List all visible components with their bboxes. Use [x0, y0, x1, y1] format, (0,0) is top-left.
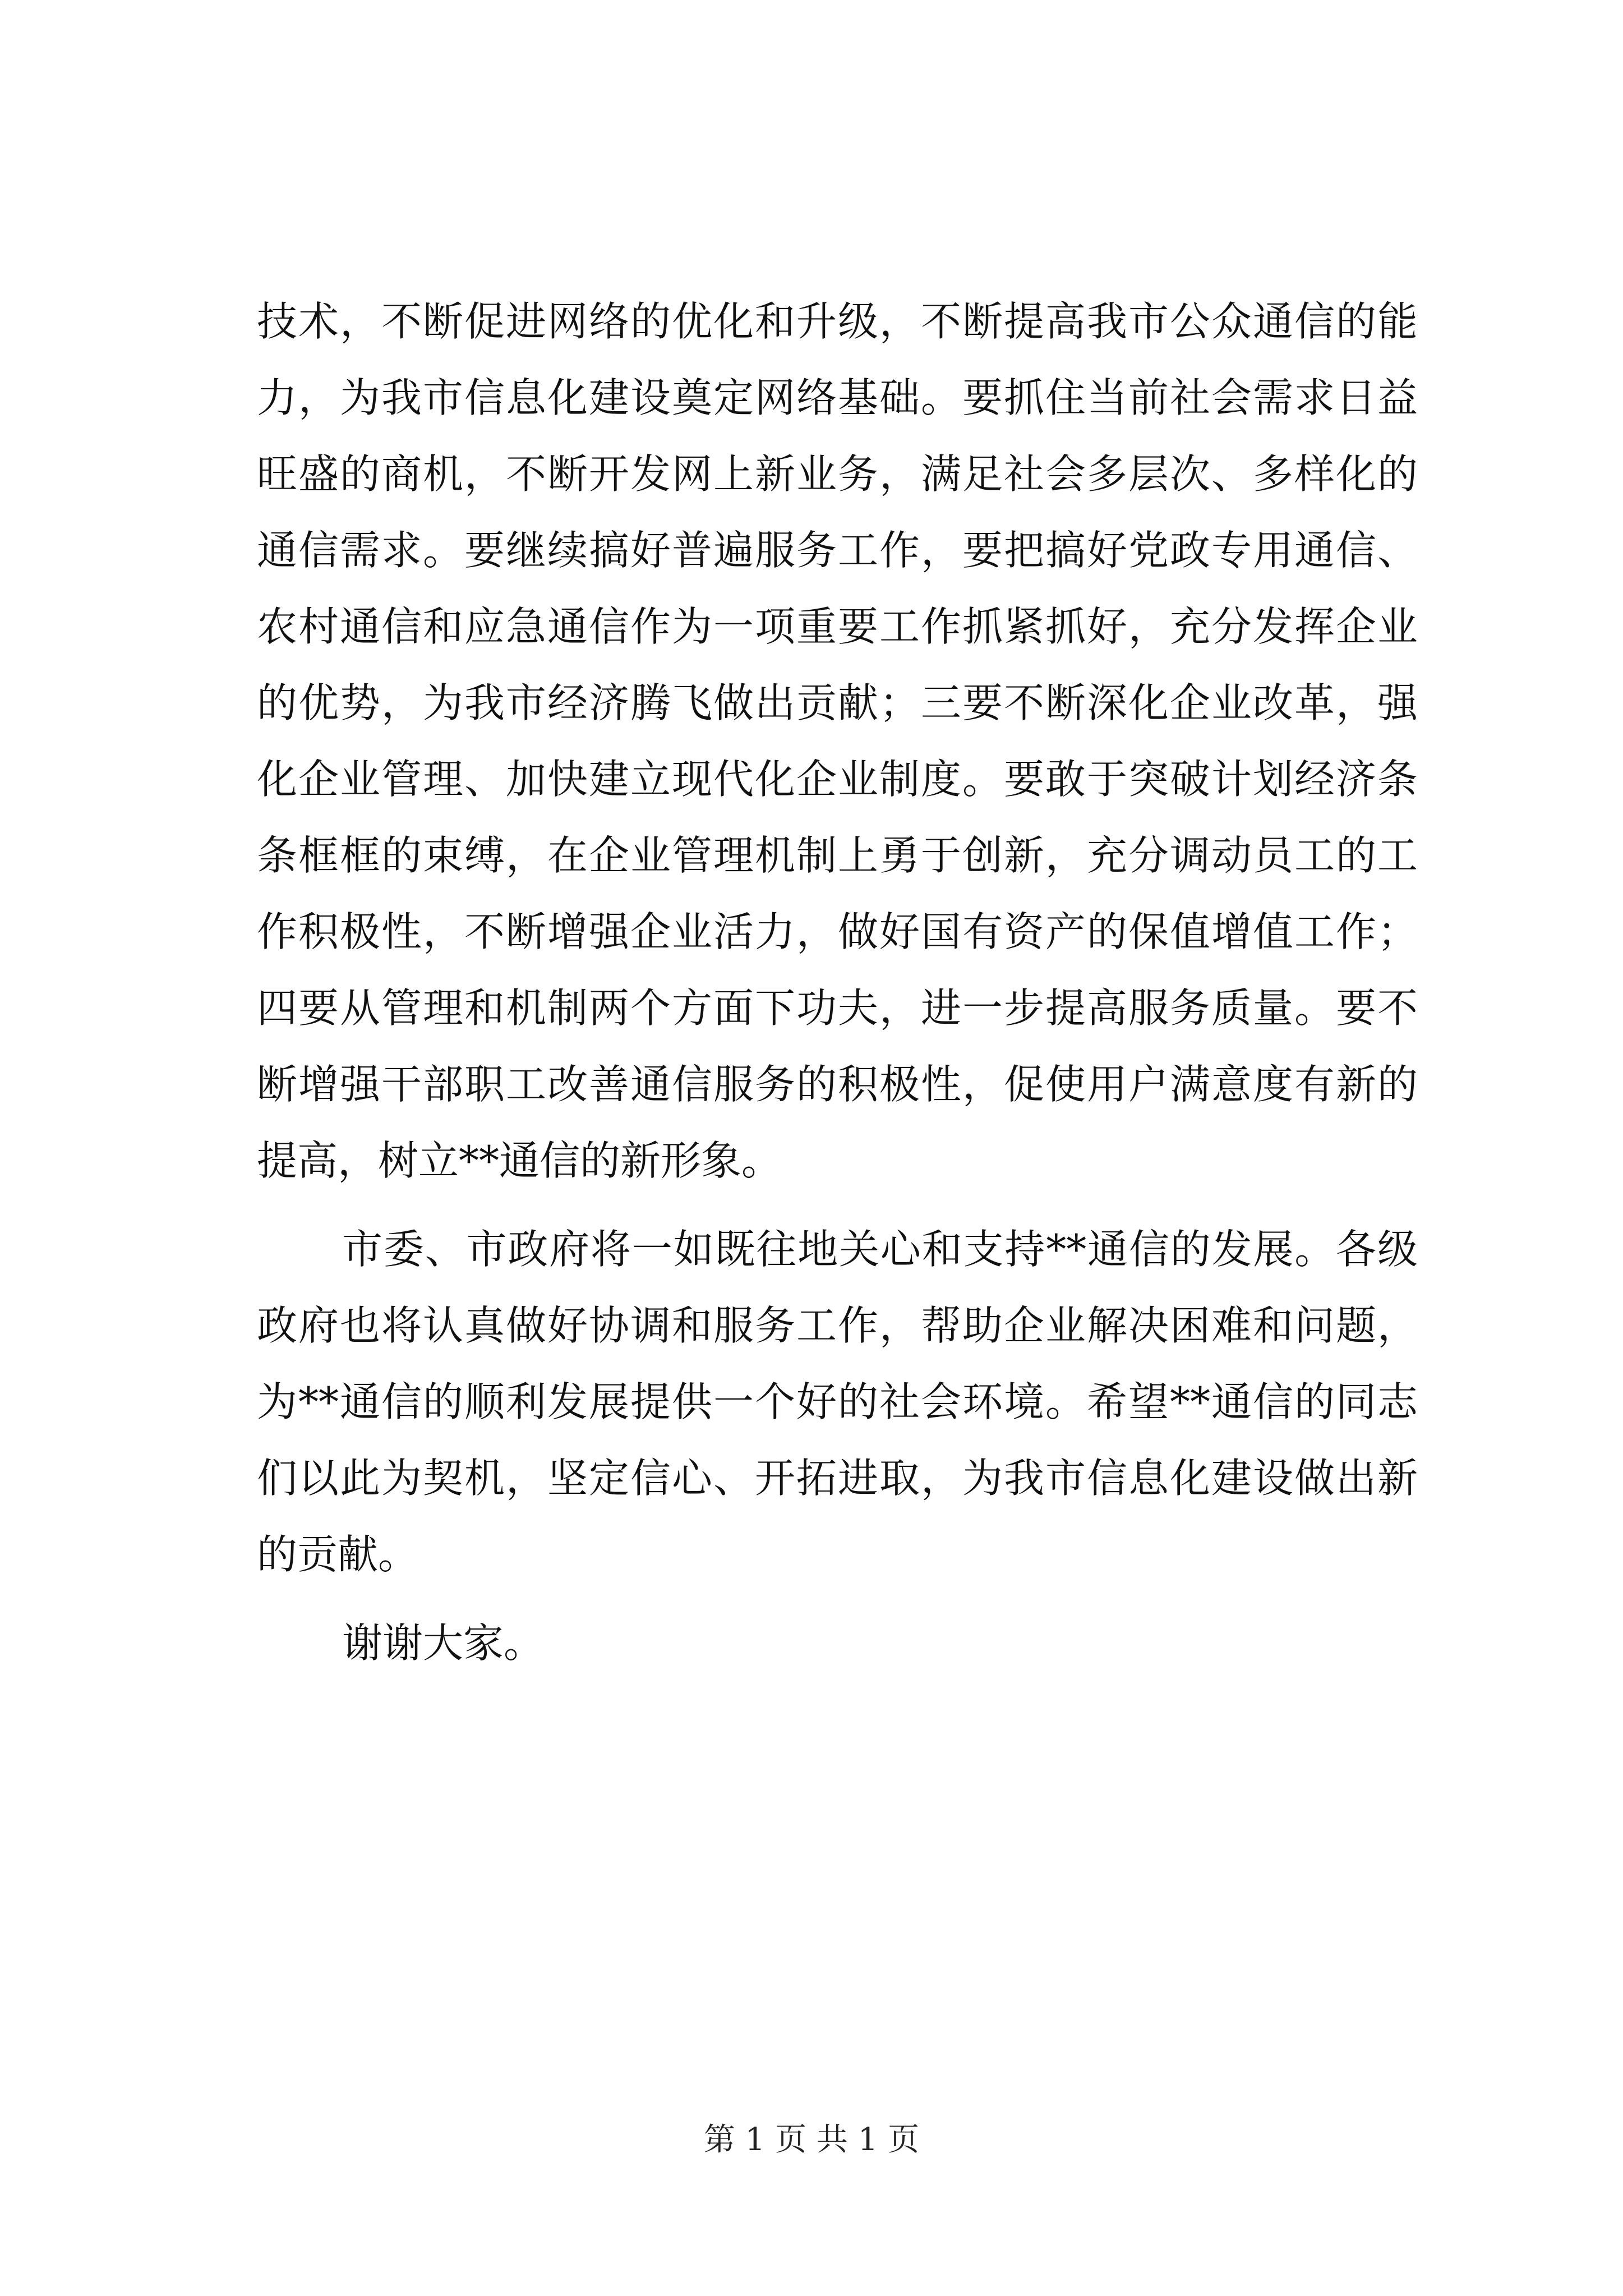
text-line: 化企业管理、加快建立现代化企业制度。要敢于突破计划经济条 — [257, 756, 1418, 803]
text-line: 市委、市政府将一如既往地关心和支持**通信的发展。各级 — [342, 1226, 1418, 1273]
text-line: 谢谢大家。 — [342, 1619, 545, 1667]
text-line: 技术，不断促进网络的优化和升级，不断提高我市公众通信的能 — [257, 298, 1418, 345]
text-line: 四要从管理和机制两个方面下功夫，进一步提高服务质量。要不 — [257, 984, 1418, 1032]
text-line: 旺盛的商机，不断开发网上新业务，满足社会多层次、多样化的 — [257, 450, 1418, 498]
text-line: 提高，树立**通信的新形象。 — [257, 1137, 782, 1184]
text-line: 作积极性，不断增强企业活力，做好国有资产的保值增值工作； — [257, 908, 1418, 955]
text-line: 们以此为契机，坚定信心、开拓进取，为我市信息化建设做出新 — [257, 1455, 1418, 1502]
text-line: 为**通信的顺利发展提供一个好的社会环境。希望**通信的同志 — [257, 1378, 1418, 1425]
text-line: 断增强干部职工改善通信服务的积极性，促使用户满意度有新的 — [257, 1061, 1418, 1108]
page-footer: 第 1 页 共 1 页 — [703, 2122, 920, 2158]
text-line: 通信需求。要继续搞好普遍服务工作，要把搞好党政专用通信、 — [257, 527, 1418, 574]
text-line: 条框框的束缚，在企业管理机制上勇于创新，充分调动员工的工 — [257, 832, 1418, 879]
text-line: 农村通信和应急通信作为一项重要工作抓紧抓好，充分发挥企业 — [257, 603, 1418, 650]
document-body — [257, 283, 1418, 1681]
paragraph — [257, 1211, 1418, 1593]
paragraph — [257, 283, 1418, 1199]
text-line: 政府也将认真做好协调和服务工作，帮助企业解决困难和问题， — [257, 1302, 1418, 1349]
text-line: 的优势，为我市经济腾飞做出贡献；三要不断深化企业改革，强 — [257, 679, 1418, 726]
paragraph — [257, 1605, 1418, 1681]
text-line: 力，为我市信息化建设奠定网络基础。要抓住当前社会需求日益 — [257, 374, 1418, 421]
text-line: 的贡献。 — [257, 1531, 419, 1578]
